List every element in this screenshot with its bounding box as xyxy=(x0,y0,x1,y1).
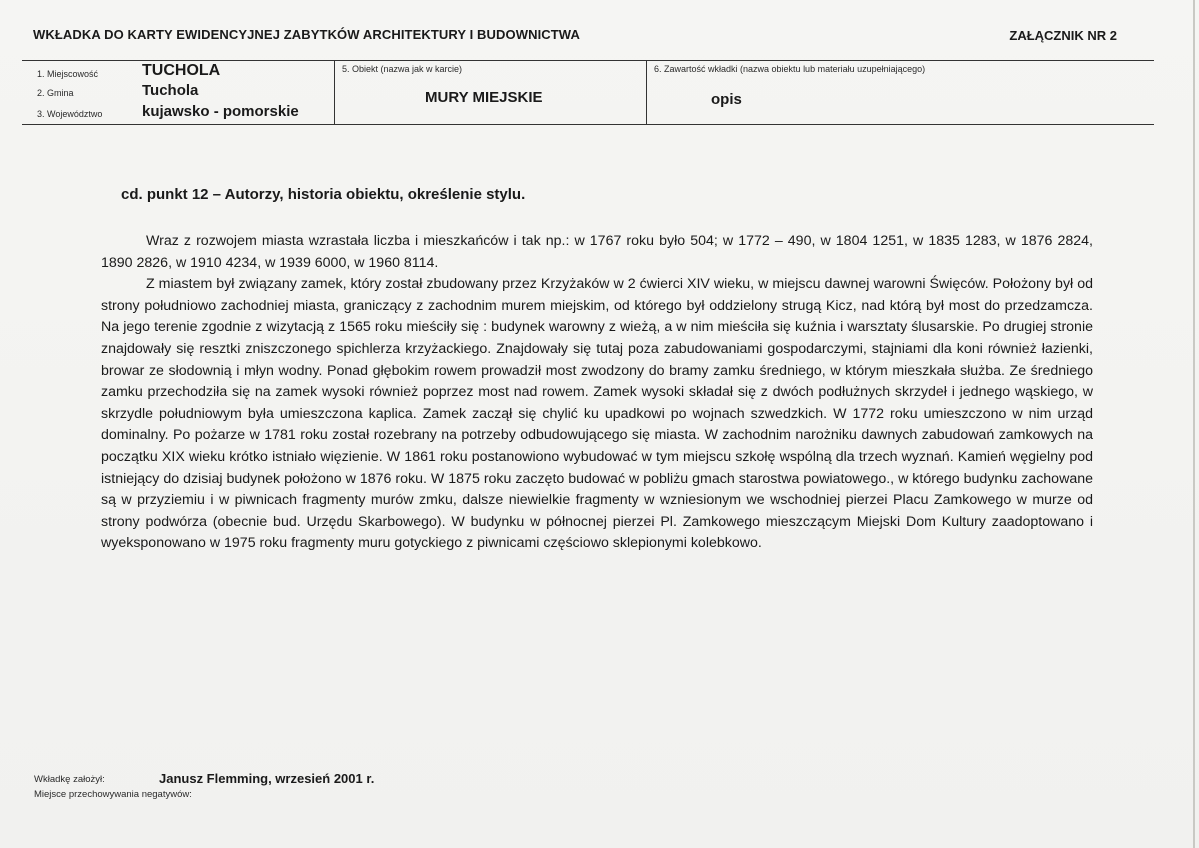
header-table-bottom-border xyxy=(22,124,1154,125)
negatives-location-label: Miejsce przechowywania negatywów: xyxy=(34,789,192,800)
header-column-divider-2 xyxy=(646,60,647,124)
paragraph-castle-history: Z miastem był związany zamek, który został zbudowany przez Krzyżaków w 2 ćwierci XIV wieku, w miejscu dawnej warowni Święców. Położony był od strony południowo zachodniej miasta, graniczący z zachodnim murem miejskim, od którego był oddzielony strugą Kicz, nad którą był most do przedzamcza. Na jego terenie zgodnie z wizytacją z 1565 roku mieściły się : budynek warowny z wieżą, a w nim mieściła się kuźnia i warsztaty ślusarskie. Po drugiej stronie znajdowały się resztki zniszczonego spichlerza krzyżackiego. Znajdowały się tutaj poza zabudowaniami gospodarczymi, stajniami dla koni również łazienki, browar ze słodownią i młyn wodny. Ponad głębokim rowem prowadził most zwodzony do bramy zamku średniego, w którym mieszkała służba. Ze średniego zamku przechodziła się na zamek wysoki również poprzez most nad rowem. Zamek wysoki składał się z dwóch podłużnych skrzydeł i jednego wąskiego, w skrzydle południowym była umieszczona kaplica. Zamek zaczął się chylić ku upadkowi po wojnach szwedzkich. W 1772 roku umieszczono w nim urząd dominalny. Po pożarze w 1781 roku został rozebrany na potrzeby odbudowującego się miasta. W zachodnim narożniku dawnych zabudowań zamkowych na początku XIX wieku krótko istniało więzienie. W 1861 roku postanowiono wybudować w tym miejscu szkołę wspólną dla trzech wyznań. Kamień węgielny pod istniejący do dzisiaj budynek położono w 1876 roku. W 1875 roku zaczęto budować w pobliżu gmach starostwa powiatowego., w którego budynku zachowane są w przyziemiu i w piwnicach fragmenty murów zmku, dalsze niewielkie fragmenty w wzniesionym we wschodniej pierzei Placu Zamkowego w murze od strony podwórza (obecnie bud. Urzędu Skarbowego). W budynku w północnej pierzei Pl. Zamkowego mieszczącym Miejski Dom Kultury zaadoptowano i wyeksponowano w 1975 roku fragmenty muru gotyckiego z piwnicami częściowo sklepionymi kolebkowo. xyxy=(101,276,1093,552)
author-value: Janusz Flemming, wrzesień 2001 r. xyxy=(159,771,375,786)
header-table-top-border xyxy=(22,60,1154,61)
locality-label: 1. Miejscowość xyxy=(37,69,99,79)
page-edge xyxy=(1193,0,1195,848)
header-column-divider-1 xyxy=(334,60,335,124)
content-label: 6. Zawartość wkładki (nazwa obiektu lub materiału uzupełniającego) xyxy=(654,64,926,74)
commune-label: 2. Gmina xyxy=(37,88,74,98)
document-title: WKŁADKA DO KARTY EWIDENCYJNEJ ZABYTKÓW ARCHITEKTURY I BUDOWNICTWA xyxy=(33,27,580,42)
body-text xyxy=(101,231,1093,555)
locality-value: TUCHOLA xyxy=(142,62,221,79)
commune-value: Tuchola xyxy=(142,82,199,99)
attachment-number: ZAŁĄCZNIK NR 2 xyxy=(1009,28,1117,43)
object-value: MURY MIEJSKIE xyxy=(425,89,543,106)
voivodeship-value: kujawsko - pomorskie xyxy=(142,103,299,120)
object-label: 5. Obiekt (nazwa jak w karcie) xyxy=(342,64,463,74)
author-label: Wkładkę założył: xyxy=(34,774,105,785)
section-heading: cd. punkt 12 – Autorzy, historia obiektu, określenie stylu. xyxy=(121,186,526,203)
voivodeship-label: 3. Województwo xyxy=(37,109,103,119)
paragraph-population: Wraz z rozwojem miasta wzrastała liczba i mieszkańców i tak np.: w 1767 roku było 504; w 1772 – 490, w 1804 1251, w 1835 1283, w 1876 2824, 1890 2826, w 1910 4234, w 1939 6000, w 1960 8114. xyxy=(101,233,1093,271)
content-value: opis xyxy=(711,91,742,108)
